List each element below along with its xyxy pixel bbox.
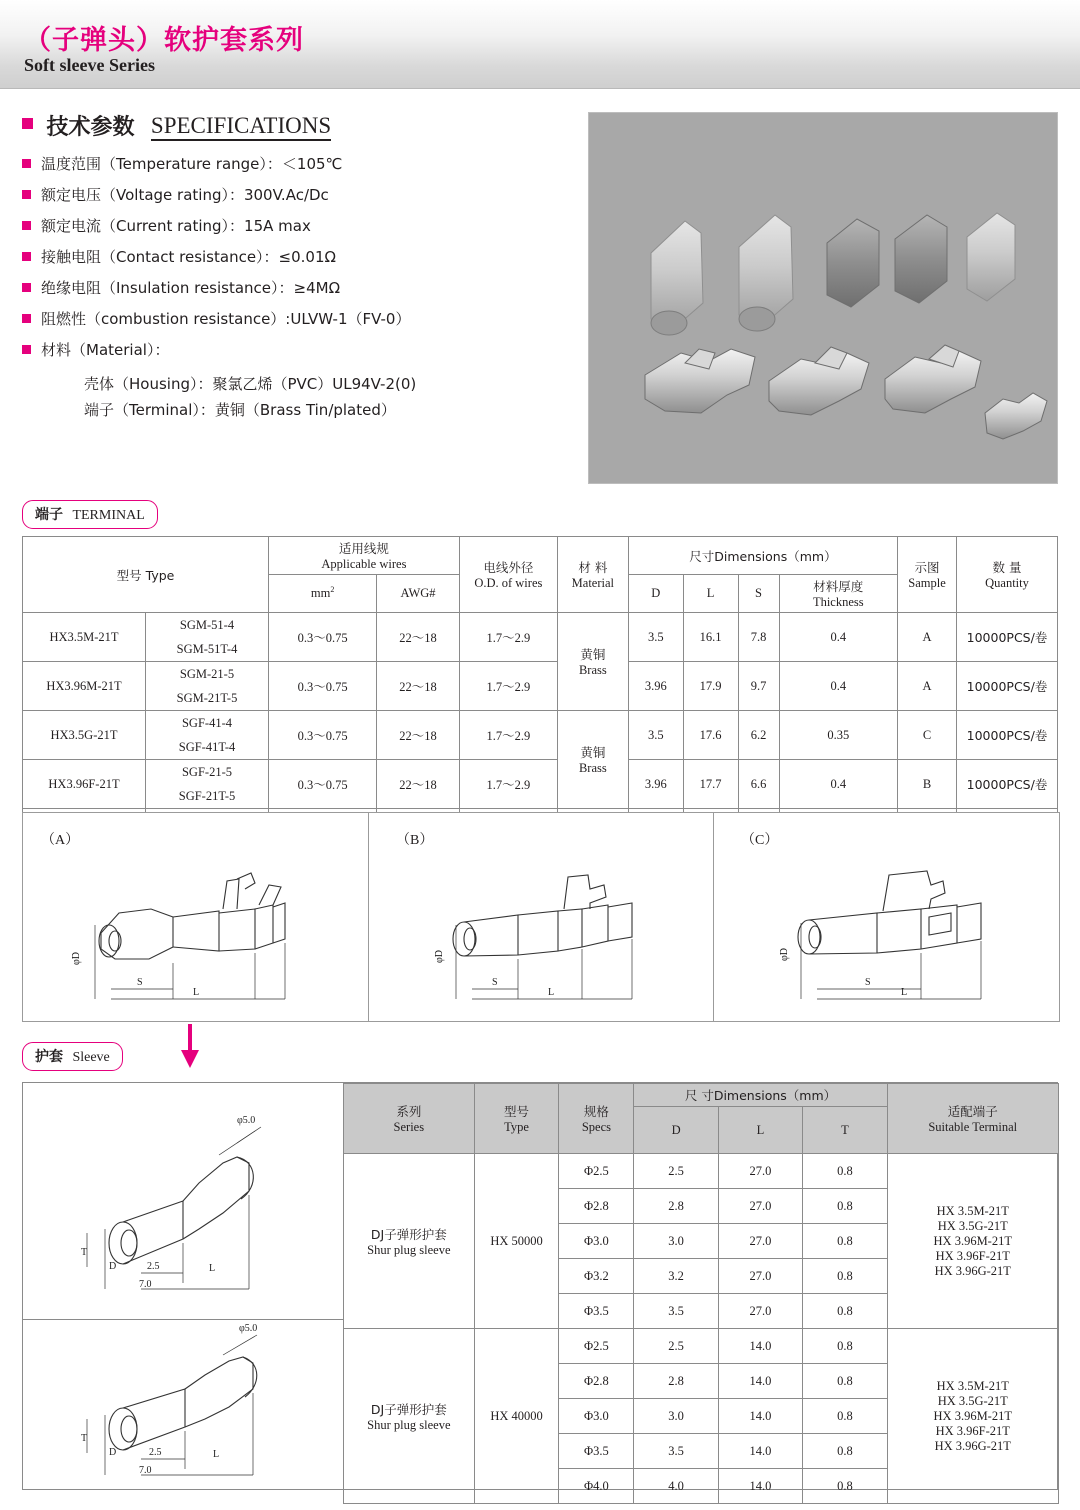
svg-text:T: T [81, 1247, 88, 1258]
sleeve-section-tag [22, 1042, 123, 1071]
page-header [0, 0, 1080, 89]
suitable-term: HX 3.96F-21T [935, 1423, 1010, 1438]
th-specs-en: Specs [581, 1120, 612, 1134]
cell-type: HX3.5G-21T [23, 711, 146, 760]
spec-item [22, 340, 562, 360]
cell-l: 17.9 [683, 662, 738, 711]
th-od [459, 537, 557, 613]
th-material-en: Material [571, 576, 615, 590]
cell-l: 17.7 [683, 760, 738, 809]
th-mm2 [269, 575, 377, 613]
header-title-cn: （子弹头）软护套系列 [24, 25, 304, 56]
cell-wires: 0.3～0.75 [269, 613, 377, 662]
svg-text:L: L [209, 1263, 216, 1274]
th-dimensions: 尺 寸Dimensions（mm） [634, 1084, 887, 1107]
cell-spec: Φ3.0 [559, 1224, 634, 1259]
down-arrow-icon [178, 1024, 202, 1070]
th-mm2-text: mm [310, 586, 331, 601]
bullet-icon [22, 314, 31, 323]
cell-series-en: Shur plug sleeve [367, 1417, 451, 1432]
th-sample-cn: 示图 [914, 560, 940, 575]
bullet-icon [22, 159, 31, 168]
cell-code: SGM-21T-5 [146, 686, 269, 711]
th-thickness [779, 575, 897, 613]
cell-sample: B [898, 760, 957, 809]
spec-item [22, 154, 562, 174]
table-row [23, 760, 1058, 785]
cell-wires: 0.3～0.75 [269, 711, 377, 760]
sleeve-tag-en: Sleeve [72, 1050, 110, 1065]
cell-qty: 10000PCS/卷 [957, 662, 1058, 711]
terminal-table [22, 536, 1058, 846]
cell-spec: Φ2.8 [559, 1189, 634, 1224]
suitable-term: HX 3.96G-21T [934, 1263, 1011, 1278]
cell-material-cn: 黄铜 [580, 647, 606, 662]
specifications-list [22, 154, 562, 423]
cell-qty: 10000PCS/卷 [957, 760, 1058, 809]
cell-t: 0.8 [803, 1434, 887, 1469]
product-photo-illustration [589, 113, 1057, 483]
table-row [23, 613, 1058, 638]
cell-l: 27.0 [718, 1154, 803, 1189]
sleeve-drawing-b-illustration [23, 1319, 343, 1491]
cell-sample: A [898, 613, 957, 662]
cell-s: 6.2 [738, 711, 779, 760]
sample-cell-c [713, 813, 1059, 1021]
svg-text:L: L [901, 987, 908, 998]
sleeve-block [22, 1082, 1058, 1493]
bullet-icon [22, 345, 31, 354]
spec-item-text: 绝缘电阻（Insulation resistance）：≥4MΩ [41, 279, 341, 297]
suitable-term: HX 3.5M-21T [936, 1203, 1009, 1218]
svg-text:L: L [213, 1449, 220, 1460]
cell-l: 17.6 [683, 711, 738, 760]
th-wires-cn: 适用线规 [338, 541, 389, 556]
cell-l: 14.0 [718, 1329, 803, 1364]
svg-text:S: S [137, 977, 143, 988]
sample-label-c: （C） [741, 833, 779, 848]
spec-item [22, 185, 562, 205]
th-specs [559, 1084, 634, 1154]
cell-d: 2.8 [634, 1189, 718, 1224]
spec-item-text: 温度范围（Temperature range）：＜105℃ [41, 155, 343, 173]
svg-text:7.0: 7.0 [139, 1465, 152, 1476]
th-material-cn: 材 料 [578, 560, 608, 575]
cell-type: HX 50000 [474, 1154, 559, 1329]
th-qty-cn: 数 量 [992, 560, 1022, 575]
cell-sample: A [898, 662, 957, 711]
terminal-section-tag [22, 500, 158, 529]
sleeve-drawing-50000 [23, 1083, 343, 1320]
sleeve-header-row [344, 1084, 1059, 1107]
th-od-en: O.D. of wires [474, 576, 543, 590]
th-suitable-cn: 适配端子 [947, 1104, 998, 1119]
bullet-icon [22, 252, 31, 261]
spec-item [22, 278, 562, 298]
cell-series-en: Shur plug sleeve [367, 1242, 451, 1257]
cell-l: 27.0 [718, 1259, 803, 1294]
cell-d: 3.0 [634, 1224, 718, 1259]
square-bullet-icon [22, 118, 33, 129]
cell-code: SGF-41-4 [146, 711, 269, 736]
cell-spec: Φ3.5 [559, 1434, 634, 1469]
th-t: T [803, 1107, 887, 1154]
cell-thickness: 0.4 [779, 760, 897, 809]
cell-od: 1.7～2.9 [459, 760, 557, 809]
spec-item-text: 阻燃性（combustion resistance）:ULVW-1（FV-0） [41, 310, 411, 328]
cell-series-cn: DJ子弹形护套 [370, 1401, 447, 1417]
spec-item-text: 接触电阻（Contact resistance）：≤0.01Ω [41, 248, 336, 266]
table-row [344, 1329, 1059, 1364]
th-sample-en: Sample [908, 576, 946, 590]
th-suitable-en: Suitable Terminal [928, 1120, 1018, 1134]
cell-material [557, 711, 628, 809]
table-row [23, 711, 1058, 736]
spec-subitem-housing: 壳体（Housing）：聚氯乙烯（PVC）UL94V-2(0) [84, 375, 417, 393]
cell-t: 0.8 [803, 1364, 887, 1399]
cell-l: 27.0 [718, 1224, 803, 1259]
cell-wires: 0.3～0.75 [269, 662, 377, 711]
svg-text:7.0: 7.0 [139, 1279, 152, 1290]
th-series-en: Series [393, 1120, 425, 1134]
th-dimensions: 尺寸Dimensions（mm） [628, 537, 897, 575]
cell-d: 3.5 [628, 711, 683, 760]
cell-code: SGF-21-5 [146, 760, 269, 785]
cell-d: 3.96 [628, 662, 683, 711]
th-suitable [887, 1084, 1058, 1154]
th-thickness-en: Thickness [812, 595, 864, 609]
cell-code: SGM-51T-4 [146, 637, 269, 662]
th-qty-en: Quantity [985, 576, 1029, 590]
th-s: S [738, 575, 779, 613]
svg-text:φD: φD [434, 950, 445, 963]
bullet-icon [22, 190, 31, 199]
th-d: D [634, 1107, 718, 1154]
th-d: D [628, 575, 683, 613]
suitable-term: HX 3.96F-21T [935, 1248, 1010, 1263]
table-row [344, 1154, 1059, 1189]
svg-text:S: S [492, 977, 498, 988]
suitable-term: HX 3.96M-21T [933, 1233, 1012, 1248]
sample-drawings-panel [22, 812, 1060, 1022]
spec-item-text: 额定电压（Voltage rating）：300V.Ac/Dc [41, 186, 329, 204]
cell-suitable-terminals [887, 1329, 1058, 1504]
cell-thickness: 0.35 [779, 711, 897, 760]
cell-d: 3.0 [634, 1399, 718, 1434]
cell-d: 3.5 [634, 1434, 718, 1469]
sample-cell-b [368, 813, 713, 1021]
suitable-term: HX 3.5M-21T [936, 1378, 1009, 1393]
header-title-en: Soft sleeve Series [24, 55, 155, 75]
cell-d: 2.5 [634, 1154, 718, 1189]
table-header-row [23, 537, 1058, 575]
th-thickness-cn: 材料厚度 [813, 579, 864, 594]
cell-type: HX 40000 [474, 1329, 559, 1504]
th-type-en: Type [504, 1120, 529, 1134]
th-type-cn: 型号 [504, 1104, 530, 1119]
terminal-tag-cn: 端子 [35, 507, 63, 523]
cell-material [557, 613, 628, 711]
cell-sample: C [898, 711, 957, 760]
spec-item [22, 247, 562, 267]
cell-od: 1.7～2.9 [459, 613, 557, 662]
bullet-icon [22, 283, 31, 292]
cell-suitable-terminals [887, 1154, 1058, 1329]
suitable-term: HX 3.5G-21T [937, 1393, 1008, 1408]
sample-label-a: （A） [41, 833, 80, 848]
th-quantity [957, 537, 1058, 613]
th-l: L [683, 575, 738, 613]
cell-l: 27.0 [718, 1294, 803, 1329]
cell-material-cn: 黄铜 [580, 745, 606, 760]
th-series-cn: 系列 [396, 1104, 422, 1119]
sleeve-table [343, 1083, 1059, 1504]
cell-spec: Φ2.8 [559, 1364, 634, 1399]
cell-spec: Φ4.0 [559, 1469, 634, 1504]
th-wires-en: Applicable wires [321, 557, 407, 571]
cell-d: 3.96 [628, 760, 683, 809]
cell-code: SGF-21T-5 [146, 784, 269, 809]
bullet-icon [22, 221, 31, 230]
svg-text:D: D [109, 1261, 117, 1272]
th-sample [898, 537, 957, 613]
cell-code: SGM-51-4 [146, 613, 269, 638]
spec-subitem-terminal: 端子（Terminal）：黄铜（Brass Tin/plated） [84, 401, 396, 419]
cell-spec: Φ2.5 [559, 1154, 634, 1189]
svg-text:φ5.0: φ5.0 [237, 1115, 256, 1126]
cell-l: 14.0 [718, 1364, 803, 1399]
cell-spec: Φ3.5 [559, 1294, 634, 1329]
svg-text:2.5: 2.5 [149, 1447, 162, 1458]
table-row [23, 662, 1058, 687]
cell-d: 3.2 [634, 1259, 718, 1294]
spec-item [22, 216, 562, 236]
cell-l: 14.0 [718, 1399, 803, 1434]
cell-d: 2.8 [634, 1364, 718, 1399]
th-material [557, 537, 628, 613]
svg-text:L: L [193, 987, 200, 998]
specifications-title [22, 110, 562, 144]
suitable-term: HX 3.5G-21T [937, 1218, 1008, 1233]
cell-awg: 22～18 [377, 613, 460, 662]
cell-qty: 10000PCS/卷 [957, 613, 1058, 662]
suitable-term: HX 3.96G-21T [934, 1438, 1011, 1453]
svg-text:φD: φD [779, 948, 790, 961]
cell-s: 9.7 [738, 662, 779, 711]
cell-awg: 22～18 [377, 760, 460, 809]
spec-item [22, 309, 562, 329]
svg-text:2.5: 2.5 [147, 1261, 160, 1272]
svg-text:T: T [81, 1433, 88, 1444]
cell-material-en: Brass [578, 663, 607, 677]
cell-code: SGF-41T-4 [146, 735, 269, 760]
cell-thickness: 0.4 [779, 613, 897, 662]
terminal-tag-en: TERMINAL [72, 508, 145, 523]
cell-l: 27.0 [718, 1189, 803, 1224]
cell-od: 1.7～2.9 [459, 662, 557, 711]
th-awg: AWG# [377, 575, 460, 613]
spec-item-text: 额定电流（Current rating）：15A max [41, 217, 311, 235]
cell-t: 0.8 [803, 1399, 887, 1434]
cell-t: 0.8 [803, 1469, 887, 1504]
specifications-block [22, 110, 562, 423]
th-mm2-sup: 2 [330, 585, 335, 595]
sleeve-tag-cn: 护套 [35, 1049, 63, 1065]
cell-t: 0.8 [803, 1294, 887, 1329]
cell-l: 16.1 [683, 613, 738, 662]
cell-type: HX3.96F-21T [23, 760, 146, 809]
svg-text:D: D [109, 1447, 117, 1458]
cell-series [344, 1154, 475, 1329]
cell-l: 14.0 [718, 1469, 803, 1504]
th-wires [269, 537, 460, 575]
cell-t: 0.8 [803, 1154, 887, 1189]
cell-t: 0.8 [803, 1224, 887, 1259]
cell-spec: Φ3.0 [559, 1399, 634, 1434]
cell-wires: 0.3～0.75 [269, 760, 377, 809]
cell-d: 2.5 [634, 1329, 718, 1364]
spec-item-text: 材料（Material）： [41, 341, 170, 359]
cell-type: HX3.96M-21T [23, 662, 146, 711]
svg-text:L: L [548, 987, 555, 998]
th-specs-cn: 规格 [583, 1104, 609, 1119]
svg-text:φD: φD [71, 952, 82, 965]
cell-series [344, 1329, 475, 1504]
cell-type: HX3.5M-21T [23, 613, 146, 662]
cell-d: 3.5 [628, 613, 683, 662]
specifications-title-en: SPECIFICATIONS [151, 113, 331, 141]
cell-material-en: Brass [578, 761, 607, 775]
cell-spec: Φ3.2 [559, 1259, 634, 1294]
cell-s: 6.6 [738, 760, 779, 809]
sleeve-drawing-a-illustration [23, 1083, 343, 1319]
cell-spec: Φ2.5 [559, 1329, 634, 1364]
cell-code: SGM-21-5 [146, 662, 269, 687]
cell-s: 7.8 [738, 613, 779, 662]
th-l: L [718, 1107, 803, 1154]
cell-series-cn: DJ子弹形护套 [370, 1226, 447, 1242]
th-type [474, 1084, 559, 1154]
th-type: 型号 Type [23, 537, 269, 613]
cell-od: 1.7～2.9 [459, 711, 557, 760]
cell-awg: 22～18 [377, 711, 460, 760]
suitable-term: HX 3.96M-21T [933, 1408, 1012, 1423]
cell-awg: 22～18 [377, 662, 460, 711]
cell-t: 0.8 [803, 1329, 887, 1364]
cell-t: 0.8 [803, 1189, 887, 1224]
svg-text:φ5.0: φ5.0 [239, 1323, 258, 1334]
th-od-cn: 电线外径 [483, 560, 534, 575]
th-series [344, 1084, 475, 1154]
product-photo [588, 112, 1058, 484]
sample-label-b: （B） [396, 833, 434, 848]
cell-qty: 10000PCS/卷 [957, 711, 1058, 760]
sleeve-drawing-40000 [23, 1319, 343, 1491]
cell-thickness: 0.4 [779, 662, 897, 711]
svg-text:S: S [865, 977, 871, 988]
sample-cell-a [23, 813, 368, 1021]
cell-d: 3.5 [634, 1294, 718, 1329]
specifications-title-cn: 技术参数 [46, 115, 135, 140]
cell-t: 0.8 [803, 1259, 887, 1294]
cell-l: 14.0 [718, 1434, 803, 1469]
cell-d: 4.0 [634, 1469, 718, 1504]
